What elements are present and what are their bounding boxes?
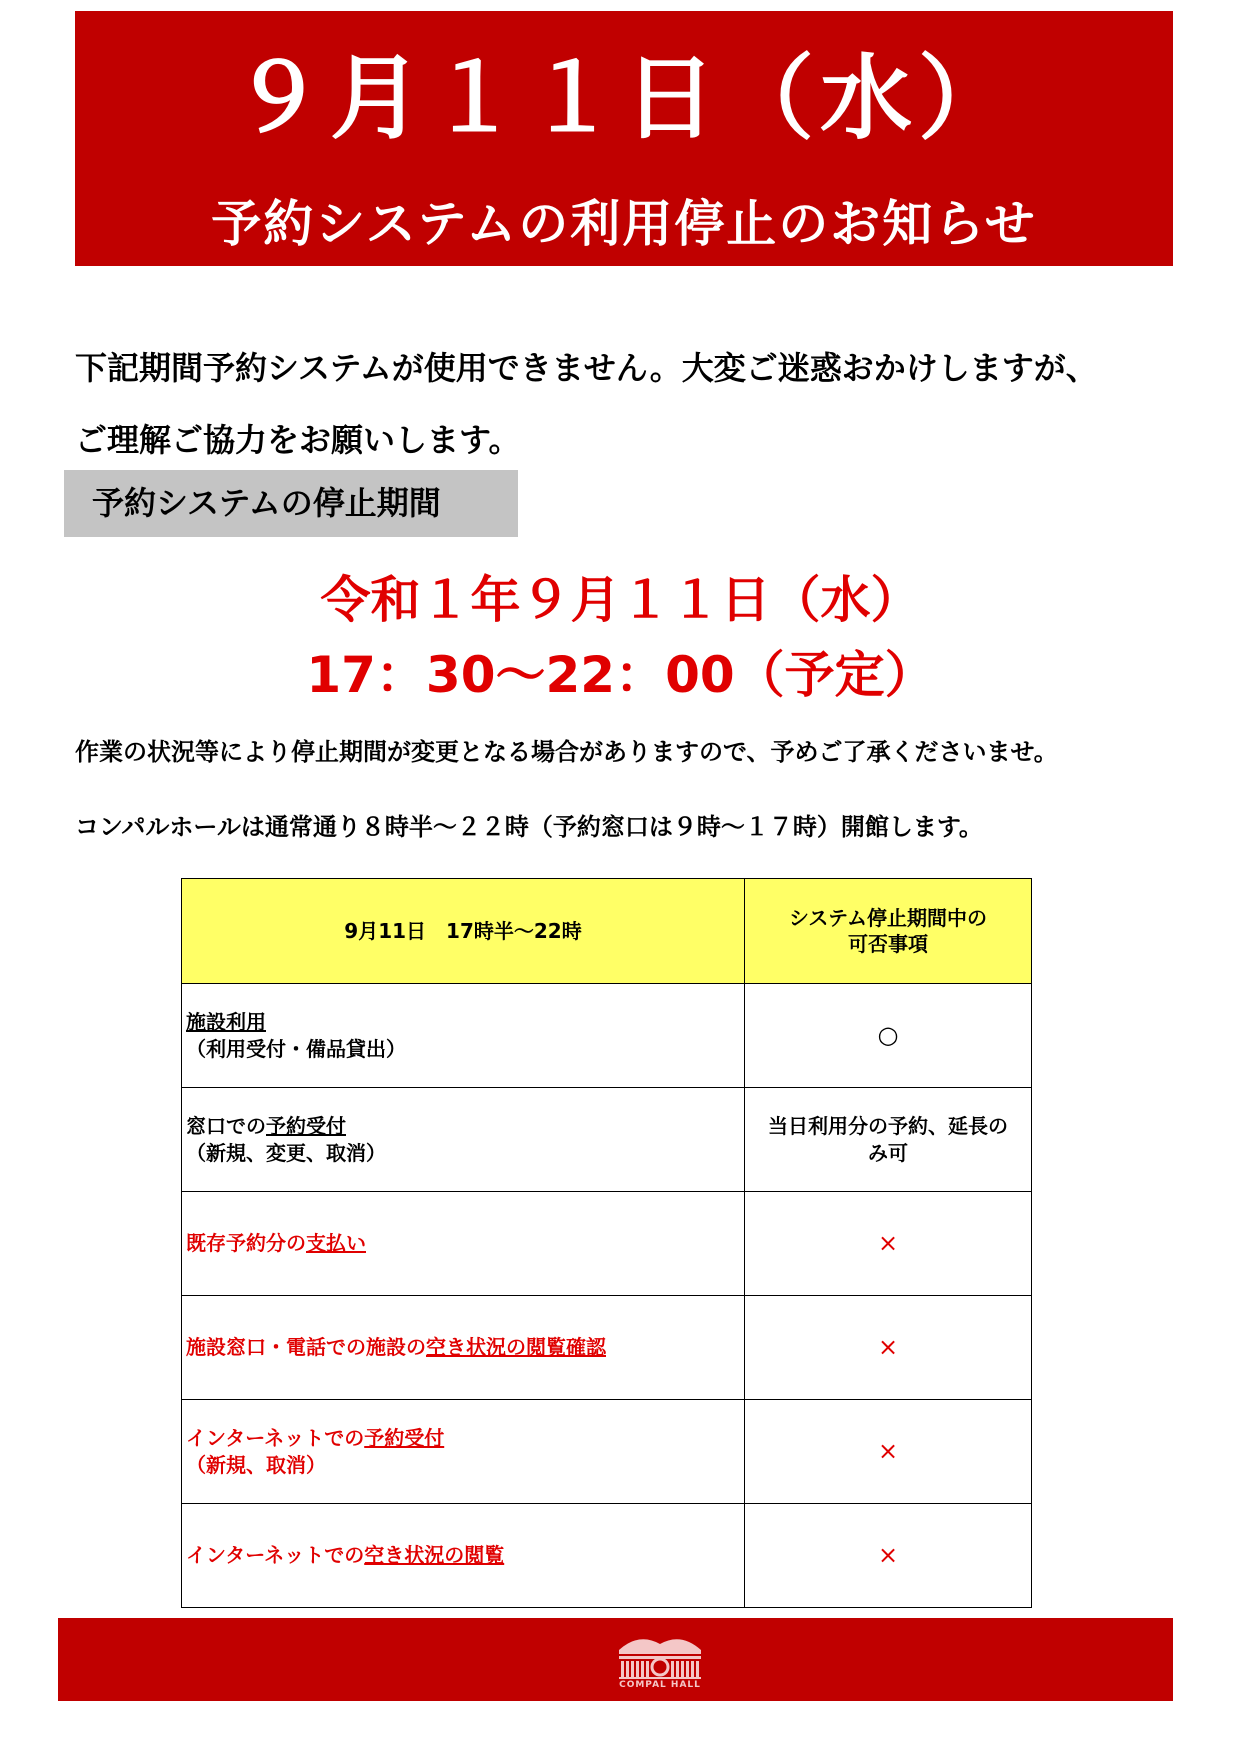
unavailable-mark: × (877, 1541, 899, 1570)
item-prefix: 既存予約分の (186, 1231, 306, 1255)
intro-line-2: ご理解ご協力をお願いします。 (75, 421, 521, 459)
item-prefix: インターネットでの (186, 1543, 365, 1567)
title-banner (75, 11, 1173, 266)
item-prefix: 窓口での (186, 1113, 266, 1138)
item-underlined: 空き状況の閲覧 (364, 1543, 505, 1567)
period-time: 17：30～22：00（予定） (306, 646, 935, 704)
table-row (182, 1296, 1032, 1400)
row-value (745, 1088, 1032, 1192)
row-item (182, 1088, 745, 1192)
note-opening-hours: コンパルホールは通常通り８時半～２２時（予約窓口は９時～１７時）開館します。 (75, 813, 983, 841)
available-mark: ○ (877, 1021, 899, 1050)
row-value (745, 1504, 1032, 1608)
item-underlined: 空き状況の閲覧確認 (426, 1335, 606, 1359)
row-value (745, 1400, 1032, 1504)
table-row (182, 1504, 1032, 1608)
item-underlined: 予約受付 (364, 1425, 445, 1450)
value-line-2: み可 (868, 1140, 908, 1165)
row-item (182, 1400, 745, 1504)
item-detail: （新規、取消） (186, 1452, 326, 1477)
row-item (182, 1504, 745, 1608)
notice-date: ９月１１日（水） (231, 45, 1016, 152)
item-detail: （新規、変更、取消） (186, 1140, 386, 1165)
intro-line-1: 下記期間予約システムが使用できません。大変ご迷惑おかけしますが、 (75, 349, 1098, 387)
item-prefix: インターネットでの (186, 1425, 365, 1450)
period-date: 令和１年９月１１日（水） (320, 571, 921, 629)
item-underlined: 施設利用 (186, 1009, 266, 1034)
table-header-period: 9月11日 17時半～22時 (182, 879, 745, 984)
item-detail: （利用受付・備品貸出） (186, 1036, 406, 1061)
notice-title: 予約システムの利用停止のお知らせ (211, 195, 1037, 253)
item-prefix: 施設窓口・電話での施設の (186, 1335, 426, 1359)
table-row (182, 1192, 1032, 1296)
table-header-availability-line-1: システム停止期間中の (789, 906, 987, 930)
period-heading: 予約システムの停止期間 (64, 470, 518, 537)
table-row (182, 1088, 1032, 1192)
value-line-1: 当日利用分の予約、延長の (768, 1113, 1008, 1138)
table-row (182, 984, 1032, 1088)
row-item (182, 1296, 745, 1400)
table-header-availability-line-2: 可否事項 (848, 932, 928, 956)
table-row (182, 1400, 1032, 1504)
row-value (745, 1296, 1032, 1400)
table-header-row (182, 879, 1032, 984)
row-item (182, 984, 745, 1088)
item-underlined: 支払い (306, 1231, 366, 1255)
logo-wordmark: COMPAL HALL (619, 1680, 701, 1690)
unavailable-mark: × (877, 1333, 899, 1362)
unavailable-mark: × (877, 1229, 899, 1258)
availability-table (181, 878, 1032, 1608)
row-item (182, 1192, 745, 1296)
row-value (745, 1192, 1032, 1296)
item-underlined: 予約受付 (266, 1113, 346, 1138)
compal-hall-logo (617, 1628, 703, 1696)
hall-building-icon (617, 1628, 703, 1680)
row-value (745, 984, 1032, 1088)
note-schedule-change: 作業の状況等により停止期間が変更となる場合がありますので、予めご了承くださいませ。 (75, 738, 1058, 766)
intro-text (75, 332, 1185, 476)
footer-band (58, 1618, 1173, 1701)
unavailable-mark: × (877, 1437, 899, 1466)
table-header-availability (745, 879, 1032, 984)
